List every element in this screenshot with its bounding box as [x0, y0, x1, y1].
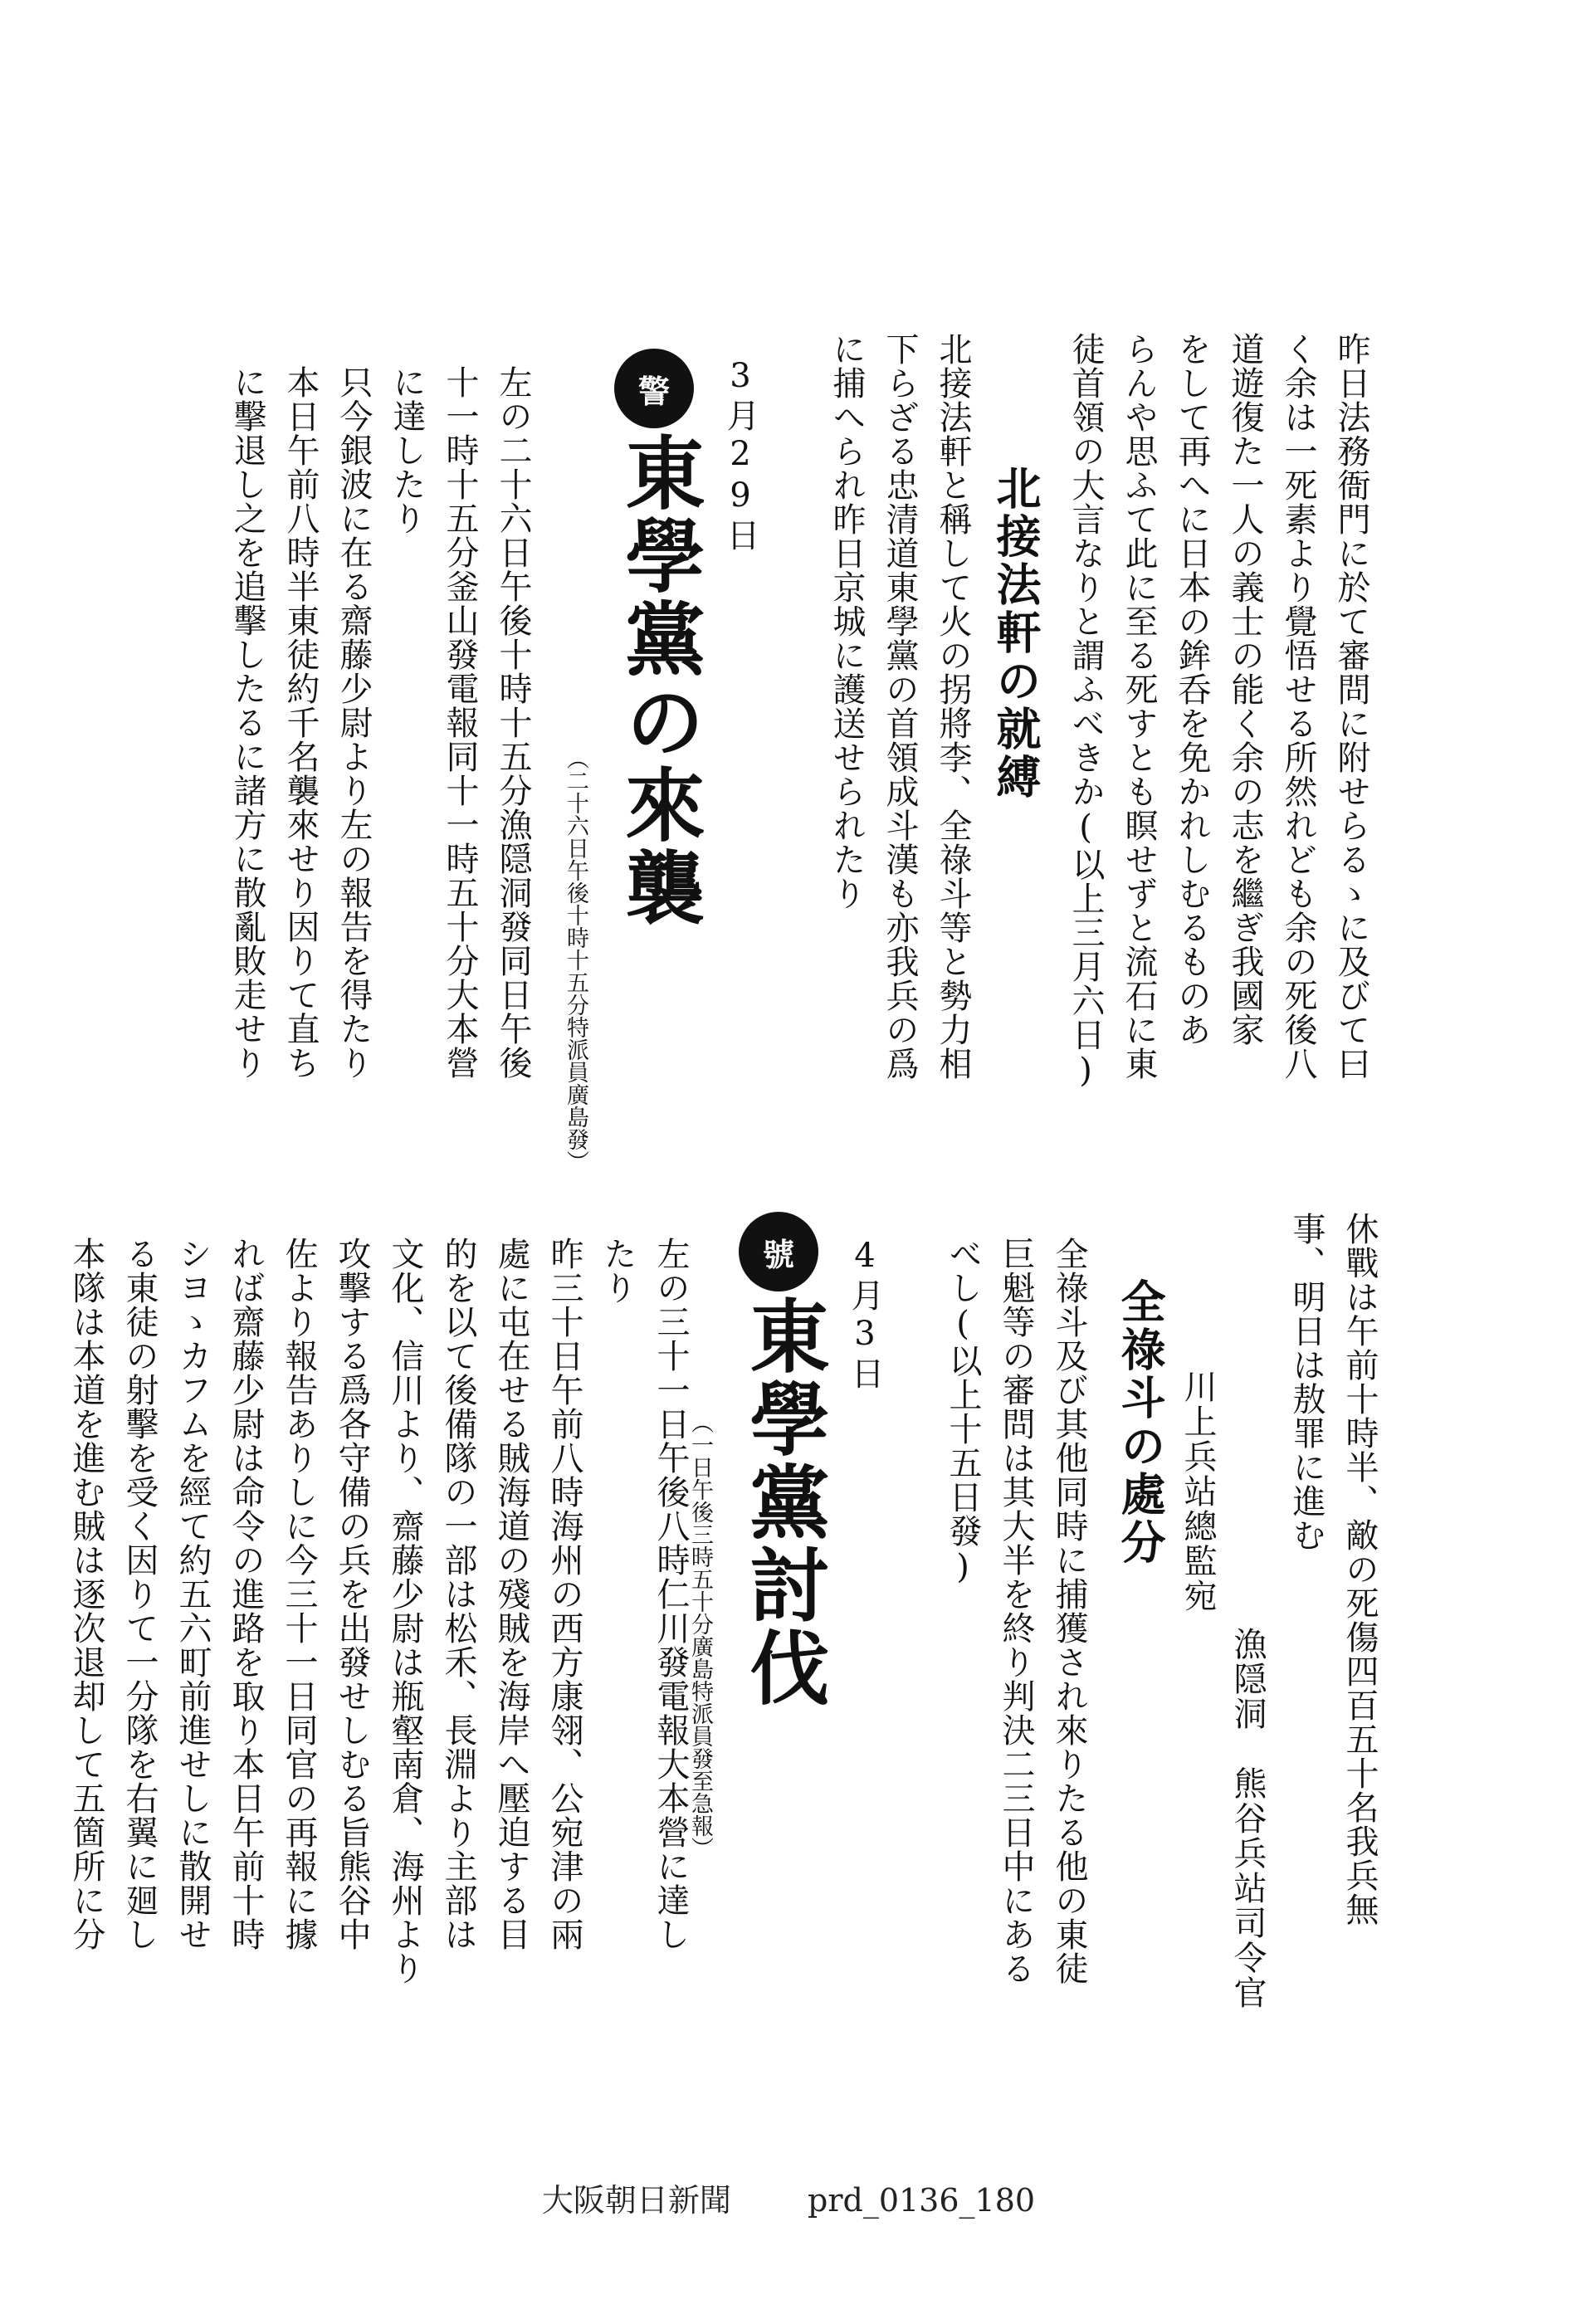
dispatch-note: （一日午後三時五十分廣島特派員發至急報）: [687, 1411, 713, 1859]
byline-sender: 漁隠洞 熊谷兵站司令官: [1228, 1627, 1267, 2010]
text-line: らんや思ふて此に至る死すとも瞑せずと流石に東: [1120, 332, 1158, 1081]
document-id: prd_0136_180: [808, 2182, 1036, 2219]
text-line: 昨日法務衙門に於て審問に附せらるゝに及びて曰: [1332, 332, 1370, 1081]
text-line: 下らざる忠清道東學黨の首領成斗漢も亦我兵の爲: [881, 332, 919, 1081]
article-battle-result: [1270, 1212, 1386, 2009]
text-line: 本日午前八時半東徒約千名襲來せり因りて直ち: [281, 365, 320, 1080]
text-line: 道遊復た一人の義士の能く余の志を繼ぎ我國家: [1226, 332, 1264, 1047]
text-line: 只今銀波に在る齋藤少尉より左の報告を得たり: [334, 365, 373, 1080]
text-line: く余は一死素より覺悟せる所然れども余の死後八: [1279, 332, 1317, 1081]
article-suppression-report: [67, 1237, 697, 2009]
text-line: 事、明日は敖罪に進む: [1287, 1212, 1326, 1552]
article-title: 東學黨の來襲: [613, 432, 706, 930]
text-line: 左の二十六日午後十時十五分漁隠洞發同日午後: [494, 365, 532, 1080]
date-label: 3月29日: [721, 357, 759, 554]
text-line: れば齋藤少尉は命令の進路を取り本日午前十時: [227, 1237, 265, 1951]
text-line: に擊退し之を追擊したるに諸方に散亂敗走せり: [228, 365, 266, 1080]
text-line: 十一時十五分釜山發電報同十一時五十分大本營: [441, 365, 479, 1080]
text-line: に捕へられ昨日京城に護送せられたり: [828, 332, 866, 911]
text-line: べし(以上十五日發): [944, 1237, 982, 1587]
article-suspect-statement: [1054, 332, 1378, 1120]
article-northern-leader: [813, 332, 979, 1120]
text-line: 全祿斗及び其他同時に捕獲され來りたる他の東徒: [1050, 1237, 1088, 1985]
text-line: 徒首領の大言なりと謂ふべきか(以上三月六日): [1067, 332, 1105, 1091]
news-marker-icon: 警: [614, 349, 694, 428]
article-title: 全祿斗の處分: [1114, 1278, 1167, 1567]
text-line: 文化、信川より、齋藤少尉は瓶壑南倉、海州より: [386, 1237, 424, 1985]
text-line: る東徒の射擊を受く因りて一分隊を右翼に廻し: [120, 1237, 159, 1951]
article-leader-sentence: [930, 1237, 1096, 2009]
text-line: 昨三十日午前八時海州の西方康翎、公宛津の兩: [545, 1237, 583, 1951]
text-line: 休戰は午前十時半、敵の死傷四百五十名我兵無: [1340, 1212, 1379, 1926]
text-line: 處に屯在せる賊海道の殘賊を海岸へ壓迫する目: [492, 1237, 530, 1951]
dispatch-note: （二十六日午後十時十五分特派員廣島發）: [563, 747, 588, 1173]
text-line: をして再へに日本の鉾呑を免かれしむるものあ: [1173, 332, 1211, 1047]
text-line: 本隊は本道を進む賊は逐次退却して五箇所に分: [67, 1237, 105, 1951]
news-marker-icon: 號: [739, 1212, 818, 1291]
date-label: 4月3日: [846, 1237, 884, 1393]
text-line: 攻擊する爲各守備の兵を出發せしむる旨熊谷中: [333, 1237, 371, 1951]
text-line: 佐より報告ありしに今三十一日同官の再報に據: [280, 1237, 318, 1951]
text-line: 北接法軒と稱して火の拐將李、全祿斗等と勢力相: [934, 332, 972, 1081]
text-line: 的を以て後備隊の一部は松禾、長淵より主部は: [439, 1237, 477, 1951]
text-line: たり: [598, 1237, 637, 1305]
article-attack-report: [199, 365, 540, 1154]
text-line: シヨゝカフムを經て約五六町前進せしに散開せ: [173, 1237, 212, 1951]
article-title: 北接法軒の就縛: [989, 465, 1042, 802]
text-line: 巨魁等の審問は其大半を終り判決二三日中にある: [997, 1237, 1035, 1985]
page-footer: [0, 2175, 1577, 2220]
text-line: 左の三十一日午後八時仁川發電報大本營に達し: [652, 1237, 690, 1951]
source-label: 大阪朝日新聞: [541, 2182, 731, 2219]
article-title: 東學黨討伐: [737, 1295, 831, 1710]
text-line: に達したり: [388, 365, 426, 535]
byline-recipient: 川上兵站總監宛: [1179, 1370, 1217, 1614]
